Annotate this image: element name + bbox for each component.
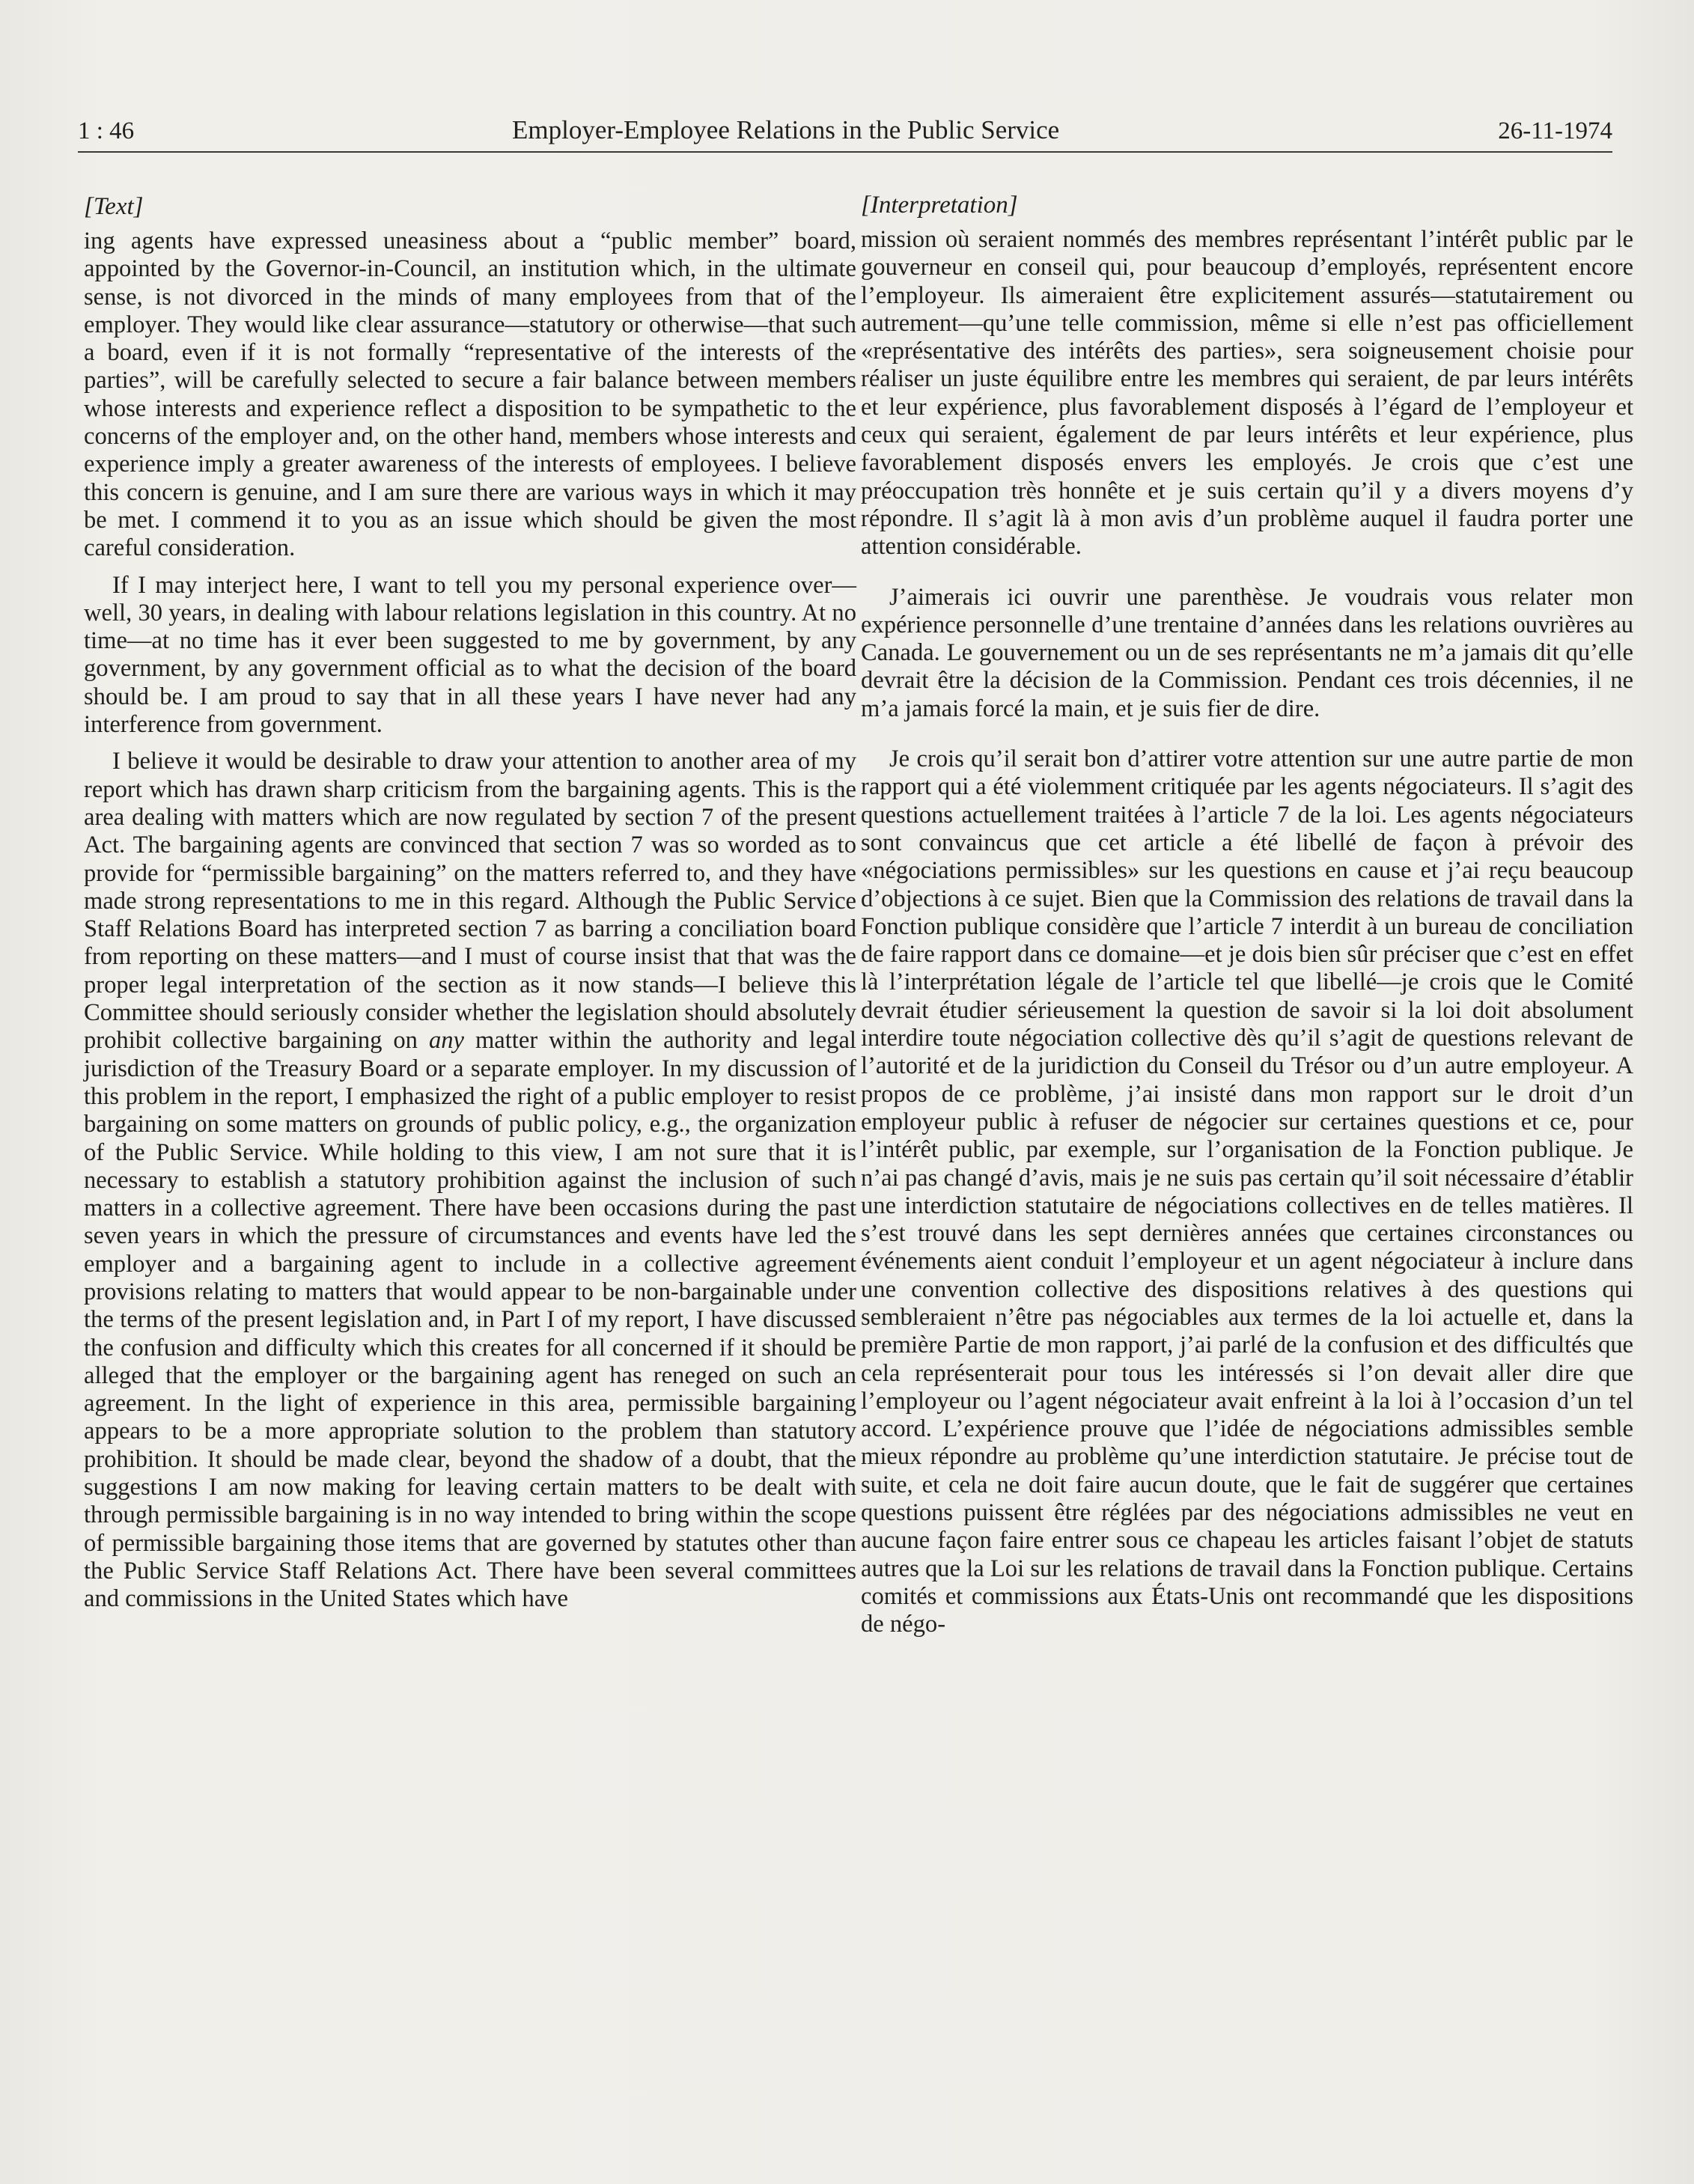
text-tag: [Text] (84, 193, 144, 220)
paragraph: mission où seraient nommés des membres représentant l’intérêt public par le gouverneur en conseil qui, pour beaucoup d’employés, représentent encore l’employeur. Ils aimeraient être explicitement assurés—statutairement ou autrement—qu’une telle commission, même si elle n’est pas officiellement «représentative des intérêts des parties», sera soigneusement choisie pour réaliser un juste équilibre entre les membres qui seraient, de par leurs intérêts et leur expérience, plus favorablement disposés à l’égard de l’employeur et ceux qui seraient, également de par leurs intérêts et leur expérience, plus favorablement disposés envers les employés. Je crois que c’est une préoccupation très honnête et je suis certain qu’il y a divers moyens d’y répondre. Il s’agit là à mon avis d’un problème auquel il faudra porter une attention considérable. (861, 226, 1633, 561)
paragraph: If I may interject here, I want to tell you my personal experience over—well, 30 years, in dealing with labour relations legislation in this country. At no time—at no time has it ever been suggested to me by government, by any government, by any government official as to what the decision of the board should be. I am proud to say that in all these years I have never had any interference from government. (84, 571, 856, 739)
header-date: 26-11-1974 (1498, 118, 1612, 144)
english-text-column (84, 193, 856, 1623)
emphasized-word: any (428, 1027, 464, 1055)
page-number: 1 : 46 (78, 118, 135, 144)
paragraph: J’aimerais ici ouvrir une parenthèse. Je voudrais vous relater mon expérience personnelle d’une trentaine d’années dans les relations ouvrières au Canada. Le gouvernement ou un de ses représentants ne m’a jamais dit qu’elle devrait être la décision de la Commission. Pendant ces trois décennies, il ne m’a jamais forcé la main, et je suis fier de dire. (861, 583, 1633, 722)
paragraph: ing agents have expressed uneasiness about a “public member” board, appointed by the Governor-in-Council, an institution which, in the ultimate sense, is not divorced in the minds of many employees from that of the employer. They would like clear assurance—statutory or otherwise—that such a board, even if it is not formally “representative of the interests of the parties”, will be carefully selected to secure a fair balance between members whose interests and experience reflect a disposition to be sympathetic to the concerns of the employer and, on the other hand, members whose interests and experience imply a greater awareness of the interests of employees. I believe this concern is genuine, and I am sure there are various ways in which it may be met. I commend it to you as an issue which should be given the most careful consideration. (84, 228, 856, 562)
french-interpretation-column (861, 192, 1633, 1648)
running-title: Employer-Employee Relations in the Public Service (512, 115, 1060, 144)
interpretation-tag: [Interpretation] (861, 192, 1018, 219)
paragraph-part: matter within the authority and legal jurisdiction of the Treasury Board or a separate employer. In my discussion of this problem in the report, I emphasized the right of a public employer to resist bargaining on some matters on grounds of public policy, e.g., the organization of the Public Service. While holding to this view, I am not sure that it is necessary to establish a statutory prohibition against the inclusion of such matters in a collective agreement. There have been occasions during the past seven years in which the pressure of circumstances and events have led the employer and a bargaining agent to include in a collective agreement provisions relating to matters that would appear to be non-bargainable under the terms of the present legislation and, in Part I of my report, I have discussed the confusion and difficulty which this creates for all concerned if it should be alleged that the employer or the bargaining agent has reneged on such an agreement. In the light of experience in this area, permissible bargaining appears to be a more appropriate solution to the problem than statutory prohibition. It should be made clear, beyond the shadow of a doubt, that the suggestions I am now making for leaving certain matters to be dealt with through permissible bargaining is in no way intended to bring within the scope of permissible bargaining those items that are governed by statutes other than the Public Service Staff Relations Act. There have been several committees and commissions in the United States which have (84, 1027, 856, 1613)
paragraph (84, 748, 856, 1613)
paragraph: Je crois qu’il serait bon d’attirer votre attention sur une autre partie de mon rapport qui a été violemment critiquée par les agents négociateurs. Il s’agit des questions actuellement traitées à l’article 7 de la loi. Les agents négociateurs sont convaincus que cet article a été libellé de façon à prévoir des «négociations permissibles» sur les questions en cause et j’ai reçu beaucoup d’objections à ce sujet. Bien que la Commission des relations de travail dans la Fonction publique considère que l’article 7 interdit à un bureau de conciliation de faire rapport dans ce domaine—et je dois bien sûr préciser que c’est en effet là l’interprétation légale de l’article tel que libellé—je crois que le Comité devrait étudier sérieusement la question de savoir si la loi doit absolument interdire toute négociation collective dès qu’il s’agit de questions relevant de l’autorité et de la juridiction du Conseil du Trésor ou d’un autre employeur. A propos de ce problème, j’ai insisté dans mon rapport sur le droit d’un employeur public à refuser de négocier sur certaines questions et ce, pour l’intérêt public, par exemple, sur l’organisation de la Fonction publique. Je n’ai pas changé d’avis, mais je ne suis pas certain qu’il soit nécessaire d’établir une interdiction statutaire de négociations collectives en de telles matières. Il s’est trouvé dans les sept dernières années que certaines circonstances ou événements aient conduit l’employeur et un agent négociateur à inclure dans une convention collective des dispositions relatives à des questions qui sembleraient n’être pas négociables aux termes de la loi actuelle et, dans la première Partie de mon rapport, j’ai parlé de la confusion et des difficultés que cela représenterait pour tous les intéressés si l’on devait aller dire que l’employeur ou l’agent négociateur avait enfreint à la loi à l’occasion d’un tel accord. L’expérience prouve que l’idée de négociations admissibles semble mieux répondre au problème qu’une interdiction statutaire. Je précise tout de suite, et cela ne doit faire aucun doute, que le fait de suggérer que certaines questions puissent être réglées par des négociations admissibles ne veut en aucune façon faire entrer sous ce chapeau les articles faisant l’objet de statuts autres que la Loi sur les relations de travail dans la Fonction publique. Certains comités et commissions aux États-Unis ont recommandé que les dispositions de négo- (861, 745, 1633, 1638)
paragraph-part: I believe it would be desirable to draw your attention to another area of my report which has drawn sharp criticism from the bargaining agents. This is the area dealing with matters which are now regulated by section 7 of the present Act. The bargaining agents are convinced that section 7 was so worded as to provide for “permissible bargaining” on the matters referred to, and they have made strong representations to me in this regard. Although the Public Service Staff Relations Board has interpreted section 7 as barring a conciliation board from reporting on these matters—and I must of course insist that that was the proper legal interpretation of the section as it now stands—I believe this Committee should seriously consider whether the legislation should absolutely prohibit collective bargaining on (84, 748, 856, 1055)
running-header (78, 105, 1612, 153)
